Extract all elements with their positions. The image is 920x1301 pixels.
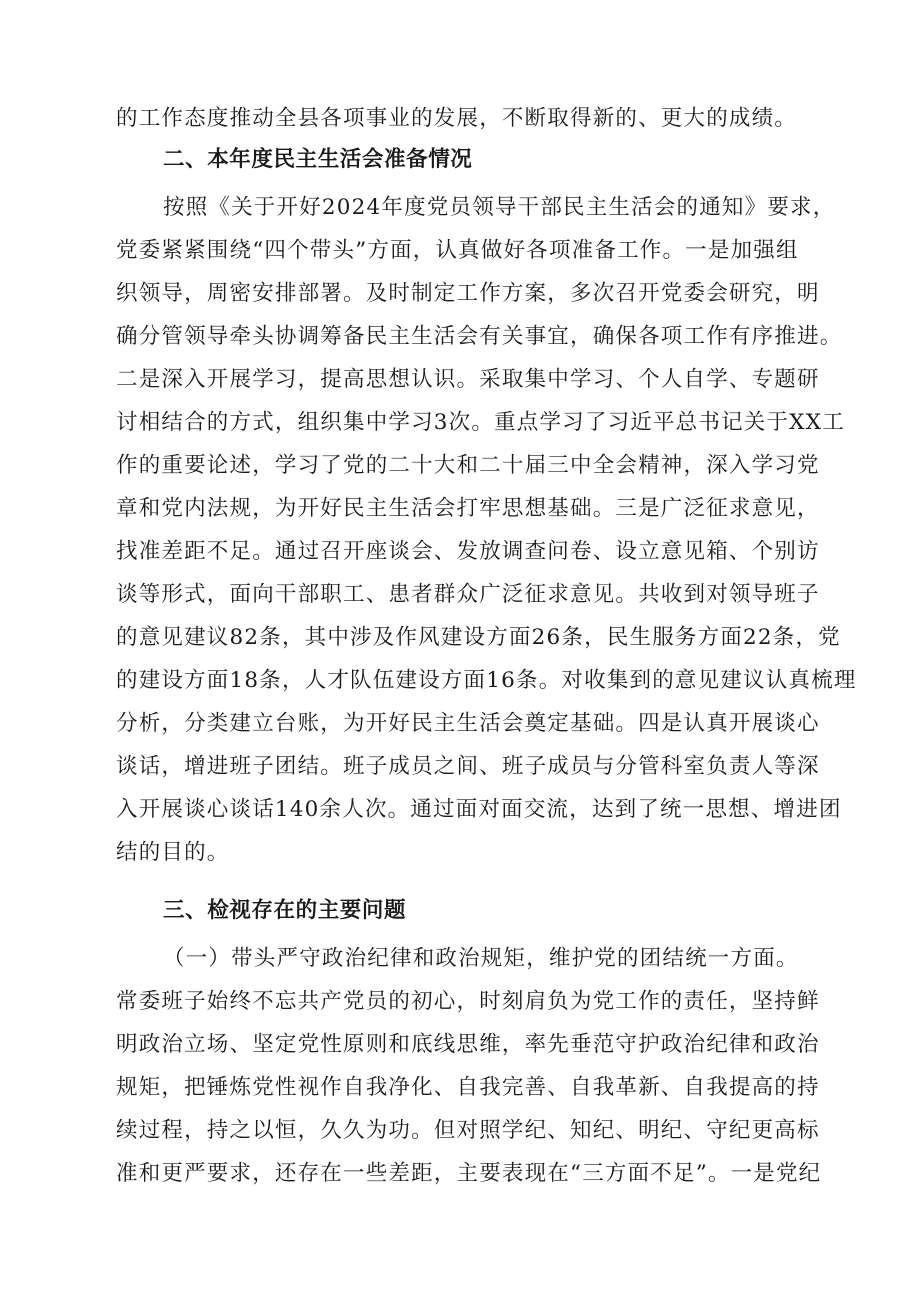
paragraph-line: 谈话，增进班子团结。班子成员之间、班子成员与分管科室负责人等深 bbox=[116, 754, 820, 779]
paragraph-line: 按照《关于开好2024年度党员领导干部民主生活会的通知》要求， bbox=[163, 195, 836, 220]
paragraph-line: 规矩，把锤炼党性视作自我净化、自我完善、自我革新、自我提高的持 bbox=[116, 1075, 820, 1100]
paragraph-line: 的意见建议82条，其中涉及作风建设方面26条，民生服务方面22条，党 bbox=[116, 625, 841, 650]
paragraph-line: 作的重要论述，学习了党的二十大和二十届三中全会精神，深入学习党 bbox=[116, 453, 820, 478]
paragraph-line: 织领导，周密安排部署。及时制定工作方案，多次召开党委会研究，明 bbox=[116, 281, 820, 306]
paragraph-line: 分析，分类建立台账，为开好民主生活会奠定基础。四是认真开展谈心 bbox=[116, 711, 820, 736]
paragraph-line: 章和党内法规，为开好民主生活会打牢思想基础。三是广泛征求意见， bbox=[116, 496, 820, 521]
paragraph-line: 结的目的。 bbox=[116, 840, 230, 865]
paragraph-line: （一）带头严守政治纪律和政治规矩，维护党的团结统一方面。 bbox=[163, 946, 799, 971]
section-3-heading: 三、检视存在的主要问题 bbox=[163, 898, 407, 923]
paragraph-line: 确分管领导牵头协调筹备民主生活会有关事宜，确保各项工作有序推进。 bbox=[116, 324, 843, 349]
paragraph-line: 二是深入开展学习，提高思想认识。采取集中学习、个人自学、专题研 bbox=[116, 367, 820, 392]
paragraph-line: 讨相结合的方式，组织集中学习3次。重点学习了习近平总书记关于XX工 bbox=[116, 410, 845, 435]
paragraph-line: 常委班子始终不忘共产党员的初心，时刻肩负为党工作的责任，坚持鲜 bbox=[116, 989, 820, 1014]
paragraph-line: 谈等形式，面向干部职工、患者群众广泛征求意见。共收到对领导班子 bbox=[116, 582, 820, 607]
paragraph-line: 党委紧紧围绕“四个带头”方面，认真做好各项准备工作。一是加强组 bbox=[116, 238, 799, 263]
paragraph-line: 明政治立场、坚定党性原则和底线思维，率先垂范守护政治纪律和政治 bbox=[116, 1032, 820, 1057]
paragraph-line: 入开展谈心谈话140余人次。通过面对面交流，达到了统一思想、增进团 bbox=[116, 797, 842, 822]
intro-tail-line: 的工作态度推动全县各项事业的发展，不断取得新的、更大的成绩。 bbox=[116, 106, 798, 131]
paragraph-line: 续过程，持之以恒，久久为功。但对照学纪、知纪、明纪、守纪更高标 bbox=[116, 1118, 820, 1143]
section-2-heading: 二、本年度民主生活会准备情况 bbox=[163, 147, 473, 172]
paragraph-line: 准和更严要求，还存在一些差距，主要表现在“三方面不足”。一是党纪 bbox=[116, 1161, 822, 1186]
paragraph-line: 的建设方面18条，人才队伍建设方面16条。对收集到的意见建议认真梳理 bbox=[116, 668, 857, 693]
paragraph-line: 找准差距不足。通过召开座谈会、发放调查问卷、设立意见箱、个别访 bbox=[116, 539, 820, 564]
